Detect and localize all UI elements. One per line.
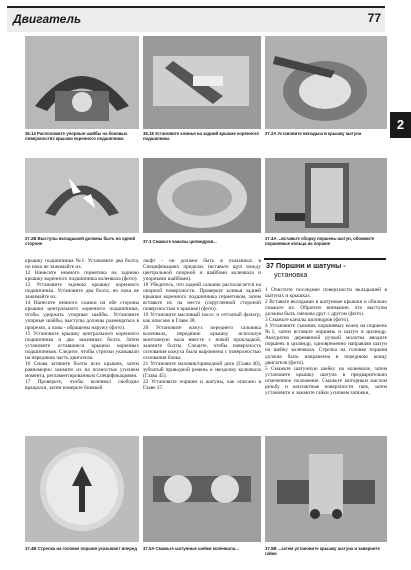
caption-37-2b: 37.2B Выступы вкладышей должны быть на одной стороне	[25, 236, 136, 247]
paragraph: 16 Снова затяните болты всех крышек, затем равномерно зажмите их на полностью усилием момента, регламентированным Спецификациями.	[25, 360, 139, 379]
section-title: 37 Поршни и шатуны -	[266, 261, 346, 270]
paragraph: 17 Проверьте, чтобы коленвал свободно вращался, затем измерьте боковой	[25, 378, 139, 391]
chapter-tab: 2	[390, 112, 411, 138]
photo-37-3	[143, 158, 261, 233]
photo-37-5a	[143, 436, 261, 542]
paragraph: 12 Нанесите немного герметика на заднюю крышку коренного подшипника коленвала (фото).	[25, 270, 139, 283]
paragraph: крышку подшипника №1. Установите два болта, но пока не зажимайте их.	[25, 258, 139, 271]
paragraph: 2 Вставьте вкладыши в шатунные крышки и обильно смажьте их. Обратите внимание, что выступы должны быть смежны друг с другом (фото).	[265, 299, 387, 318]
page-number: 77	[367, 11, 381, 25]
section-heading	[264, 258, 386, 284]
caption-37-3: 37.3 Смажьте каналы цилиндров...	[143, 239, 217, 244]
caption-37-5b: 37.5B ...затем установите крышку шатуна и заверните гайки	[265, 546, 381, 557]
photo-37-2b	[25, 158, 139, 233]
photo-36-14	[25, 36, 139, 129]
paragraph: 4 Установите съемник поршневых колец на поршень №1, затем вставьте поршень и шатун в цилиндр. Аккуратно деревянной ручкой молотка вводите поршень в цилиндр, одновременно направляя шатун на шейку коленвала. Стрелка на головке поршня должна быть направлена в переднюю концу двигателя (фото).	[265, 323, 387, 366]
paragraph: 21 Установите маховик/приводной диск (Глава 40), зубчатый приводной ремень и звездочку коленвала (Глава 45).	[143, 360, 261, 379]
paragraph: 1 Очистите последние поверхности вкладышей в шатунах и крышках.	[265, 287, 387, 300]
caption-37-4a: 37.4A ...вставьте сборку поршень-шатун, обожмите поршневые кольца на поршне	[265, 236, 375, 247]
photo-37-2a	[265, 36, 387, 129]
paragraph: 14 Нанесите немного смазки на обе стороны крышки центрального коренного подшипника, чтобы удержать упорные шайбы. Установите упорные шайбы, выступы должны размещаться в прорезях, а пазы - обращены наружу (фото).	[25, 300, 139, 331]
paragraph: 20 Установите кожух переднего сальника коленвала, переднюю крышку используя монтажную вала вместе с новой прокладкой, зажмите болты. Следите, чтобы поверхность основания кожуха была выровнена с поверхностью основания блока.	[143, 324, 261, 361]
paragraph: 19 Установите масляный насос и сетчатый фильтр, как описано в Главе 38.	[143, 312, 261, 325]
photo-37-4b	[25, 436, 139, 542]
paragraph: 18 Убедитесь, что задний сальник располагается на опорной поверхности. Проверьте клинья задней крышки коренного подшипника герметиком, затем вставьте их на место (скругленной стороной поверхностью к крышке) (фото).	[143, 282, 261, 313]
header-title: Двигатель	[13, 12, 82, 26]
text-column-1	[25, 258, 139, 434]
page-header	[7, 6, 385, 32]
photo-37-4a	[265, 158, 387, 233]
caption-36-14: 36.14 Расположите упорные шайбы на боковых поверхностях крышки коренного подшипника	[25, 131, 128, 142]
photo-36-18	[143, 36, 261, 129]
section-subtitle: установка	[274, 270, 308, 279]
paragraph: 5 Смажьте шатунную шейку на коленвале, затем установите крышку шатуна в предварительно отмеченное положение. Смажьте моторным маслом резьбу и контактные поверхности гаек, затем установите и зажмите гайки усилием затяжки,	[265, 365, 387, 396]
text-column-2	[143, 258, 261, 418]
paragraph: 13 Установите заднюю крышку коренного подшипника. Установите два болта, но пока не зажимайте их.	[25, 282, 139, 301]
caption-37-4b: 37.4B Стрелка на головке поршня указывает вперед	[25, 546, 137, 551]
paragraph: 15 Установите крышку центрального коренного подшипника и два зажимных болта. Затем установите оставшиеся крышки коренных подшипников. Следите, чтобы стрелки указывали на переднюю часть двигателя.	[25, 330, 139, 361]
section-rule	[264, 258, 386, 260]
text-column-3	[265, 287, 387, 435]
paragraph: люфт - он должен быть в указанных в Спецификациях пределах (вставьте щуп между центральной опорной и шайбами коленвала и упорными шайбами).	[143, 258, 261, 283]
caption-37-2a: 37.2A Установите вкладыш в крышку шатуна	[265, 131, 362, 136]
paragraph: 22 Установите поршни и шатуны, как описано в Главе 37.	[143, 378, 261, 391]
photo-37-5b	[265, 436, 387, 542]
caption-36-18: 36.18 Установите клинья на задний крышке коренного подшипника	[143, 131, 260, 142]
caption-37-5a: 37.5A Смажьте шатунные шейки коленвала...	[143, 546, 239, 551]
paragraph: 3 Смажьте каналы цилиндров (фото).	[265, 317, 350, 324]
